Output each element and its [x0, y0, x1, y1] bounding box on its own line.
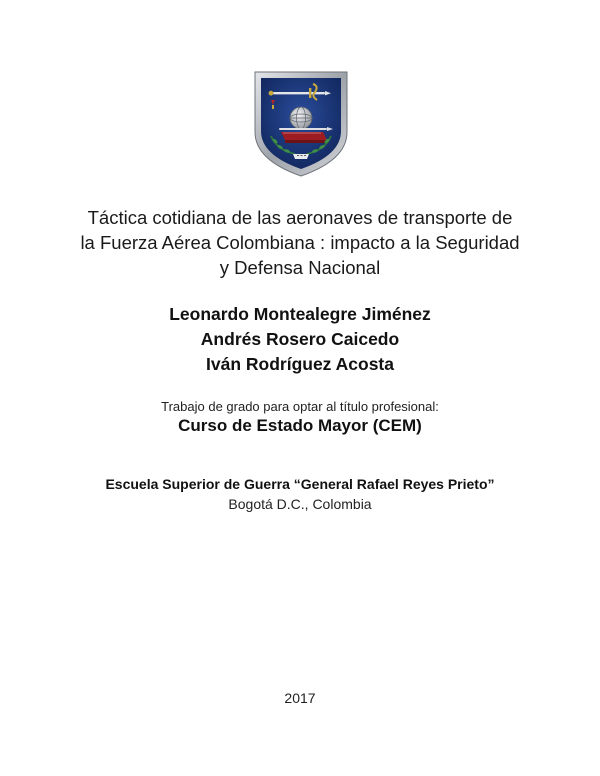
author-name: Andrés Rosero Caicedo: [200, 329, 400, 349]
degree-intro: Trabajo de grado para optar al título profesional:: [161, 399, 439, 414]
shield-crest-icon: [253, 70, 349, 178]
thesis-title: [40, 205, 560, 280]
institution-name: Escuela Superior de Guerra “General Rafael Reyes Prieto”: [105, 476, 495, 492]
thesis-title-line: la Fuerza Aérea Colombiana : impacto a la Seguridad: [80, 232, 520, 253]
author-name: Iván Rodríguez Acosta: [206, 354, 394, 374]
institution-location: Bogotá D.C., Colombia: [228, 496, 372, 512]
author-list: [40, 302, 560, 377]
author-name: Leonardo Montealegre Jiménez: [169, 304, 431, 324]
institution-crest: [253, 70, 349, 178]
publication-year: 2017: [284, 690, 316, 706]
degree-name: Curso de Estado Mayor (CEM): [178, 416, 422, 435]
thesis-title-line: Táctica cotidiana de las aeronaves de transporte de: [87, 207, 513, 228]
thesis-title-line: y Defensa Nacional: [219, 257, 381, 278]
